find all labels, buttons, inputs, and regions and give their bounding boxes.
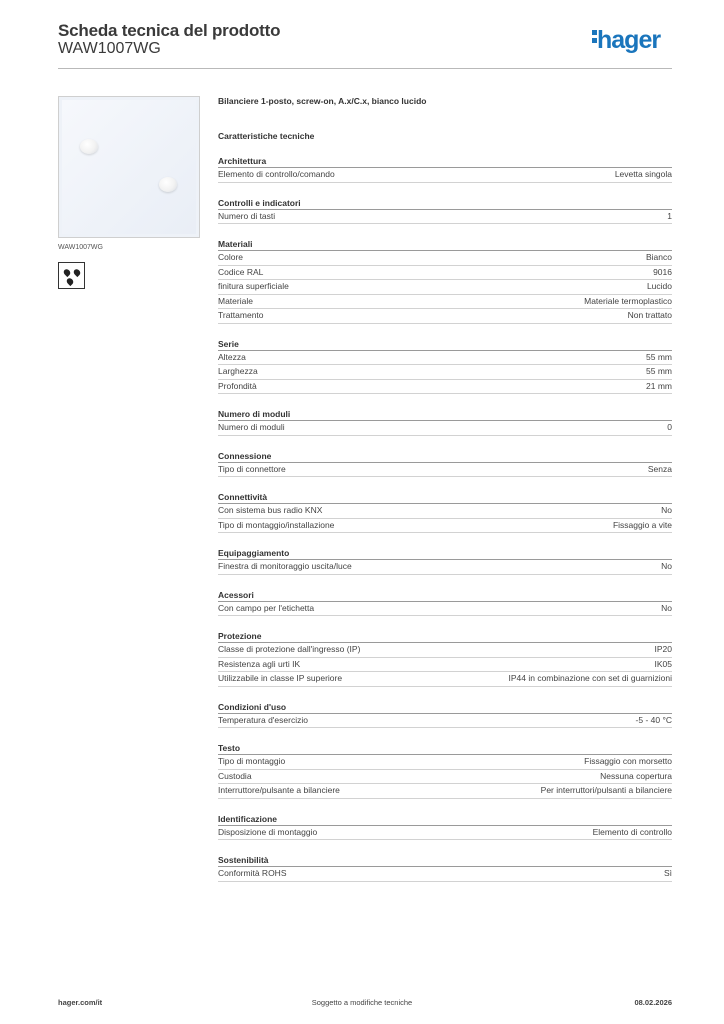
drop-3 [65,277,74,286]
spec-row [218,519,672,534]
spec-value: IK05 [654,658,672,669]
spec-label: Elemento di controllo/comando [218,169,335,179]
spec-value: IP20 [654,644,672,654]
group-title: Serie [218,338,672,351]
spec-value: No [661,561,672,571]
spec-value: Senza [647,463,672,474]
spec-group [218,701,672,729]
ip-water-drops-icon [58,262,85,289]
spec-group [218,589,672,617]
spec-group [218,338,672,395]
spec-value: Per interruttori/pulsanti a bilanciere [540,785,672,795]
spec-label: Tipo di montaggio [218,756,286,766]
footer-date: 08.02.2026 [634,998,672,1007]
spec-value: Sì [663,868,672,878]
spec-row [218,365,672,380]
spec-row [218,770,672,785]
spec-value: Nessuna copertura [600,770,672,781]
group-title: Testo [218,742,672,755]
group-title: Acessori [218,589,672,602]
spec-label: Codice RAL [218,266,264,277]
spec-row [218,351,672,366]
spec-row [218,295,672,310]
spec-value: 9016 [653,266,672,277]
spec-column [218,96,672,882]
spec-label: Conformità ROHS [218,868,287,878]
spec-value: Fissaggio a vite [612,519,672,530]
spec-value: -5 - 40 °C [635,714,672,725]
rocker-knob-top [80,139,98,154]
image-caption: WAW1007WG [58,244,103,251]
spec-group [218,238,672,324]
spec-group [218,547,672,575]
hager-logo [592,28,660,53]
group-title: Connettività [218,491,672,504]
drop-1 [62,268,71,277]
spec-label: Tipo di montaggio/installazione [218,519,335,530]
spec-row [218,602,672,617]
spec-row [218,714,672,729]
group-title: Materiali [218,238,672,251]
rocker-knob-bottom [159,177,177,192]
header-divider [58,68,672,69]
spec-value: Non trattato [627,310,672,320]
spec-value: Lucido [646,281,672,291]
group-title: Equipaggiamento [218,547,672,560]
spec-row [218,504,672,519]
spec-label: Classe di protezione dall'ingresso (IP) [218,644,361,654]
spec-row [218,309,672,324]
spec-label: finitura superficiale [218,281,289,291]
spec-row [218,643,672,658]
group-title: Architettura [218,155,672,168]
spec-label: Larghezza [218,366,258,376]
document-title: Scheda tecnica del prodotto [58,21,281,40]
group-title: Protezione [218,630,672,643]
spec-label: Custodia [218,770,252,781]
spec-value: 55 mm [646,366,672,376]
group-title: Condizioni d'uso [218,701,672,714]
spec-label: Altezza [218,351,246,362]
spec-group [218,742,672,799]
spec-row [218,560,672,575]
spec-row [218,380,672,395]
spec-row [218,210,672,225]
spec-label: Numero di tasti [218,210,276,221]
spec-label: Materiale [218,295,253,306]
spec-label: Profondità [218,380,257,391]
spec-row [218,826,672,841]
spec-value: 1 [667,210,672,221]
spec-group [218,813,672,841]
spec-label: Con campo per l'etichetta [218,602,315,613]
spec-value: No [661,602,672,613]
rocker-plate [62,100,196,234]
spec-value: 21 mm [646,380,672,391]
spec-value: No [661,505,672,515]
spec-row [218,280,672,295]
footer-notice: Soggetto a modifiche tecniche [311,998,413,1007]
group-title: Controlli e indicatori [218,197,672,210]
product-code: WAW1007WG [58,40,161,57]
spec-row [218,251,672,266]
spec-label: Numero di moduli [218,422,285,432]
spec-row [218,658,672,673]
group-title: Numero di moduli [218,408,672,421]
spec-value: Fissaggio con morsetto [584,756,672,766]
spec-groups [218,155,672,882]
spec-label: Resistenza agli urti IK [218,658,301,669]
spec-label: Con sistema bus radio KNX [218,505,323,515]
spec-value: Bianco [646,252,672,262]
product-title: Bilanciere 1-posto, screw-on, A.x/C.x, bianco lucido [218,96,427,106]
spec-row [218,755,672,770]
spec-label: Colore [218,252,244,262]
spec-label: Interruttore/pulsante a bilanciere [218,785,340,795]
group-title: Sostenibilità [218,854,672,867]
logo-dots-icon [592,27,597,46]
spec-row [218,168,672,183]
spec-row [218,463,672,478]
logo-text: hager [597,26,661,54]
spec-label: Utilizzabile in classe IP superiore [218,673,343,683]
group-title: Identificazione [218,813,672,826]
footer-website: hager.com/it [58,998,103,1007]
spec-group [218,197,672,225]
spec-group [218,491,672,533]
spec-group [218,408,672,436]
spec-label: Tipo di connettore [218,463,286,474]
spec-label: Trattamento [218,310,264,320]
spec-row [218,672,672,687]
drop-2 [72,268,81,277]
spec-group [218,630,672,687]
spec-row [218,867,672,882]
spec-label: Finestra di monitoraggio uscita/luce [218,561,352,571]
spec-row [218,421,672,436]
spec-group [218,155,672,183]
spec-row [218,784,672,799]
spec-value: Elemento di controllo [592,826,672,837]
product-image [58,96,200,238]
spec-value: Levetta singola [614,169,672,179]
spec-label: Temperatura d'esercizio [218,714,308,725]
group-title: Connessione [218,450,672,463]
spec-value: IP44 in combinazione con set di guarnizioni [508,673,672,683]
section-heading: Caratteristiche tecniche [218,131,315,141]
spec-value: Materiale termoplastico [584,295,672,306]
spec-row [218,266,672,281]
spec-value: 0 [667,422,672,432]
spec-group [218,854,672,882]
spec-value: 55 mm [646,351,672,362]
spec-group [218,450,672,478]
spec-label: Disposizione di montaggio [218,826,318,837]
